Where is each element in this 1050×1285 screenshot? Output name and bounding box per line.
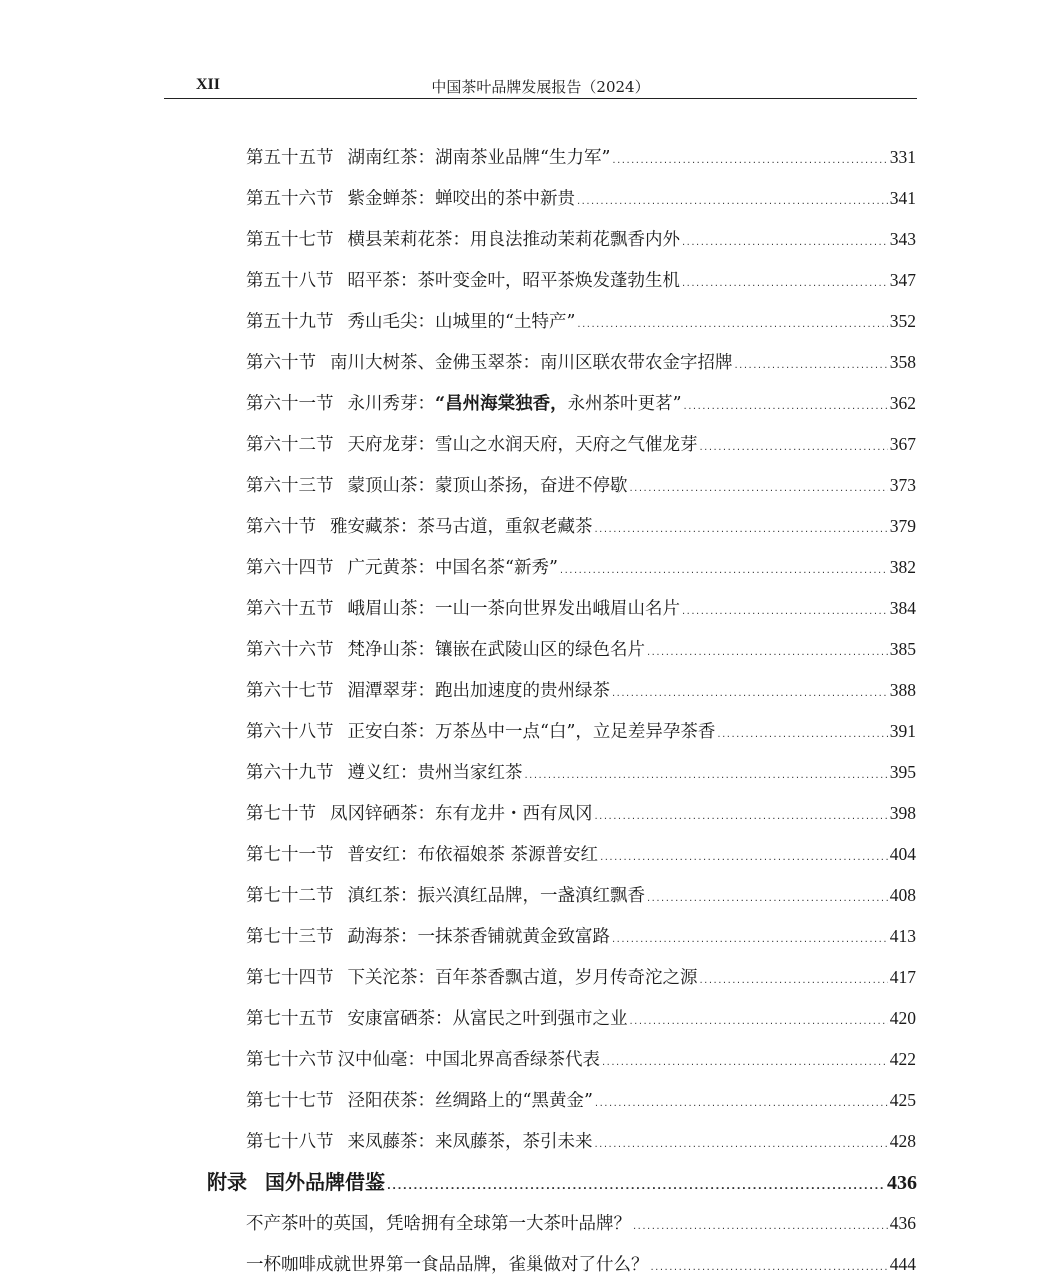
page-number: XII xyxy=(196,76,221,93)
page-ref: 398 xyxy=(889,803,916,823)
toc-entry[interactable] xyxy=(246,1005,916,1035)
dot-leader xyxy=(630,483,888,494)
section-number: 第六十四节 xyxy=(246,558,334,578)
toc-appendix-entry[interactable] xyxy=(246,1210,916,1240)
page-ref: 428 xyxy=(889,1131,916,1151)
toc-entry[interactable] xyxy=(246,431,916,461)
entry-title: 安康富硒茶：从富民之叶到强市之业 xyxy=(347,1009,628,1029)
toc-entry[interactable] xyxy=(246,144,916,174)
dot-leader xyxy=(682,237,888,248)
toc-entry[interactable] xyxy=(246,308,916,338)
entry-title: 梵净山茶：镶嵌在武陵山区的绿色名片 xyxy=(347,640,645,660)
appendix-label: 附录 xyxy=(207,1170,247,1194)
page-ref: 382 xyxy=(889,557,916,577)
toc-entry[interactable] xyxy=(246,718,916,748)
entry-title: 秀山毛尖：山城里的“土特产” xyxy=(347,312,576,332)
section-number: 第七十二节 xyxy=(246,886,334,906)
section-number: 第七十一节 xyxy=(246,845,334,865)
entry-title: 横县茉莉花茶：用良法推动茉莉花飘香内外 xyxy=(347,230,680,250)
book-title: 中国茶叶品牌发展报告（2024） xyxy=(431,78,650,96)
section-number: 第七十三节 xyxy=(246,927,334,947)
page-ref: 436 xyxy=(889,1213,916,1233)
page-ref: 422 xyxy=(889,1049,916,1069)
page-ref: 373 xyxy=(889,475,916,495)
page-ref: 404 xyxy=(889,844,916,864)
toc-entry[interactable] xyxy=(246,1128,916,1158)
page-ref: 395 xyxy=(889,762,916,782)
entry-title: 广元黄茶：中国名茶“新秀” xyxy=(347,558,558,578)
toc-entry[interactable] xyxy=(246,636,916,666)
page-ref: 358 xyxy=(889,352,916,372)
page-ref: 417 xyxy=(889,967,916,987)
dot-leader xyxy=(595,811,888,822)
toc-entry[interactable] xyxy=(246,882,916,912)
toc-entry[interactable] xyxy=(246,841,916,871)
toc-entry[interactable] xyxy=(246,267,916,297)
running-header xyxy=(164,72,917,99)
section-number: 第七十六节 xyxy=(246,1050,334,1070)
dot-leader xyxy=(633,1221,888,1232)
toc-entry[interactable] xyxy=(246,349,916,379)
page-ref: 391 xyxy=(889,721,916,741)
toc-entry[interactable] xyxy=(246,185,916,215)
entry-title xyxy=(348,390,682,415)
section-number: 第五十八节 xyxy=(246,271,334,291)
entry-title: 湖南红茶：湖南茶业品牌“生力军” xyxy=(347,148,611,168)
page-ref: 413 xyxy=(889,926,916,946)
dot-leader xyxy=(700,975,888,986)
entry-title-lead: 永川秀芽： xyxy=(347,394,435,414)
section-number: 第六十六节 xyxy=(246,640,334,660)
section-number: 第六十二节 xyxy=(246,435,334,455)
toc-entry[interactable] xyxy=(246,472,916,502)
toc-entry[interactable] xyxy=(246,759,916,789)
entry-title: 昭平茶：茶叶变金叶，昭平茶焕发蓬勃生机 xyxy=(347,271,680,291)
toc-entry[interactable] xyxy=(246,1087,916,1117)
dot-leader xyxy=(717,729,887,740)
section-number: 第七十八节 xyxy=(246,1132,334,1152)
section-number: 第五十九节 xyxy=(246,312,334,332)
toc-entry[interactable] xyxy=(246,1046,916,1076)
page-ref: 379 xyxy=(889,516,916,536)
entry-title: 南川大树茶、金佛玉翠茶：南川区联农带农金字招牌 xyxy=(330,353,733,373)
page-ref: 436 xyxy=(887,1172,917,1194)
toc-entry[interactable] xyxy=(246,800,916,830)
dot-leader xyxy=(602,1057,888,1068)
toc-appendix-entry[interactable] xyxy=(246,1251,916,1281)
dot-leader xyxy=(612,934,888,945)
page-ref: 420 xyxy=(889,1008,916,1028)
section-number: 第六十五节 xyxy=(246,599,334,619)
page-ref: 408 xyxy=(889,885,916,905)
section-number: 第五十六节 xyxy=(246,189,334,209)
dot-leader xyxy=(595,524,888,535)
entry-title: 来凤藤茶：来凤藤茶，茶引未来 xyxy=(347,1132,593,1152)
dot-leader xyxy=(600,852,888,863)
entry-title: 勐海茶：一抹茶香铺就黄金致富路 xyxy=(347,927,610,947)
dot-leader xyxy=(612,688,888,699)
toc-appendix-heading[interactable] xyxy=(207,1166,917,1196)
dot-leader xyxy=(682,278,888,289)
entry-title: 遵义红：贵州当家红茶 xyxy=(347,763,523,783)
entry-title-tail: 永州茶叶更茗” xyxy=(567,394,682,414)
dot-leader xyxy=(630,1016,888,1027)
section-number: 第六十节 xyxy=(246,517,316,537)
entry-title: 天府龙芽：雪山之水润天府，天府之气催龙芽 xyxy=(347,435,698,455)
section-number: 第六十八节 xyxy=(246,722,334,742)
section-number: 第六十一节 xyxy=(246,394,334,414)
dot-leader xyxy=(577,319,887,330)
appendix-title: 国外品牌借鉴 xyxy=(265,1170,385,1194)
section-number: 第七十节 xyxy=(246,804,316,824)
entry-title: 泾阳茯茶：丝绸路上的“黑黄金” xyxy=(347,1091,593,1111)
toc-entry[interactable] xyxy=(246,226,916,256)
entry-title: 一杯咖啡成就世界第一食品品牌，雀巢做对了什么？ xyxy=(246,1255,649,1275)
entry-title: 蒙顶山茶：蒙顶山茶扬，奋进不停歇 xyxy=(347,476,628,496)
entry-title: 下关沱茶：百年茶香飘古道，岁月传奇沱之源 xyxy=(347,968,698,988)
entry-title: 汉中仙毫：中国北界高香绿茶代表 xyxy=(337,1050,600,1070)
entry-title: 湄潭翠芽：跑出加速度的贵州绿茶 xyxy=(347,681,610,701)
toc-entry[interactable] xyxy=(246,390,916,420)
page-ref: 425 xyxy=(889,1090,916,1110)
entry-title: 普安红：布依福娘茶 茶源普安红 xyxy=(347,845,599,865)
page-ref: 388 xyxy=(889,680,916,700)
toc-entry[interactable] xyxy=(246,513,916,543)
section-number: 第五十五节 xyxy=(246,148,334,168)
page-ref: 384 xyxy=(889,598,916,618)
section-number: 第六十节 xyxy=(246,353,316,373)
page-ref: 362 xyxy=(889,393,916,413)
toc-entry[interactable] xyxy=(246,964,916,994)
dot-leader xyxy=(612,155,887,166)
toc-entry[interactable] xyxy=(246,554,916,584)
entry-title: 峨眉山茶：一山一茶向世界发出峨眉山名片 xyxy=(347,599,680,619)
page-ref: 367 xyxy=(889,434,916,454)
entry-title: 不产茶叶的英国，凭啥拥有全球第一大茶叶品牌？ xyxy=(246,1214,631,1234)
toc-entry[interactable] xyxy=(246,677,916,707)
page-ref: 331 xyxy=(889,147,916,167)
page-ref: 385 xyxy=(889,639,916,659)
dot-leader xyxy=(647,893,888,904)
dot-leader xyxy=(387,1181,885,1192)
dot-leader xyxy=(682,606,888,617)
dot-leader xyxy=(560,565,888,576)
toc-entry[interactable] xyxy=(246,595,916,625)
page-ref: 347 xyxy=(889,270,916,290)
entry-title: 凤冈锌硒茶：东有龙井・西有凤冈 xyxy=(330,804,593,824)
dot-leader xyxy=(700,442,888,453)
dot-leader xyxy=(595,1098,888,1109)
section-number: 第五十七节 xyxy=(246,230,334,250)
page-ref: 343 xyxy=(889,229,916,249)
dot-leader xyxy=(647,647,888,658)
toc-entry[interactable] xyxy=(246,923,916,953)
page-ref: 341 xyxy=(889,188,916,208)
entry-title: 正安白茶：万茶丛中一点“白”，立足差异孕茶香 xyxy=(347,722,716,742)
section-number: 第七十七节 xyxy=(246,1091,334,1111)
dot-leader xyxy=(577,196,888,207)
entry-title-bold: “昌州海棠独香， xyxy=(435,394,568,414)
section-number: 第六十七节 xyxy=(246,681,334,701)
dot-leader xyxy=(735,360,888,371)
section-number: 第七十五节 xyxy=(246,1009,334,1029)
dot-leader xyxy=(525,770,888,781)
dot-leader xyxy=(651,1262,888,1273)
section-number: 第七十四节 xyxy=(246,968,334,988)
page-ref: 352 xyxy=(889,311,916,331)
entry-title: 滇红茶：振兴滇红品牌，一盏滇红飘香 xyxy=(347,886,645,906)
entry-title: 紫金蝉茶：蝉咬出的茶中新贵 xyxy=(347,189,575,209)
dot-leader xyxy=(595,1139,888,1150)
section-number: 第六十九节 xyxy=(246,763,334,783)
page-ref: 444 xyxy=(889,1254,916,1274)
entry-title: 雅安藏茶：茶马古道，重叙老藏茶 xyxy=(330,517,593,537)
dot-leader xyxy=(684,401,888,412)
section-number: 第六十三节 xyxy=(246,476,334,496)
